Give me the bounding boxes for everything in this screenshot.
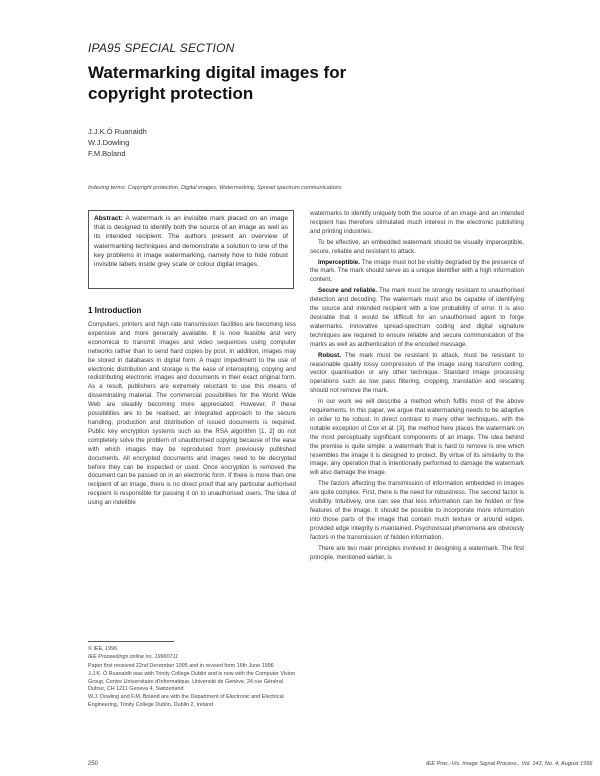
body-paragraph: In our work we will describe a method which fulfils most of the above requirements. In this paper, we argue that watermarking needs to be adaptive in order to be robust. In direct contrast to many other techniques, with the notable exception of Cox et al. [3], the method here places the watermark on the most perceptually significant components of an image. The idea behind the premise is quite simple: a watermark that is hard to remove is one which resembles the image it is designed to protect. By virtue of its similarity to the image, any operation that is intentionally performed to damage the watermark will also damage the image. [310, 398, 524, 477]
abstract [94, 214, 288, 269]
requirement-text: The image must not be visibly degraded by the presence of the mark. The mark should serve as a unique identifier with a high information content. [310, 258, 525, 284]
body-paragraph: The factors affecting the transmission of information embedded in images are quite complex. First, there is the need for robustness. The second factor is visibility. Intuitively, one can see that less information can be hidden or fine features of the image. It should be possible to incorporate more information into those parts of the image that contain much texture or around edges, provided edge integrity is maintained. Psychovisual phenomena are obviously factors in the transmission of hidden information. [310, 480, 524, 541]
page-number: 250 [88, 761, 99, 767]
footnote: Paper first received 22nd December 1995 and in revised form 16th June 1996 [88, 662, 274, 669]
body-paragraph: Computers, printers and high rate transmission facilities are becoming less expensive and more generally available. It is now feasible and very economical to transmit images and video sequences using computer networks rather than to send hard copies by post. In addition, images may be stored in databases in digital form. A major impediment to the use of electronic distribution and storage is the ease of intercepting, copying and redistributing electronic images and documents in their exact original form. As a result, publishers are extremely reluctant to use this means of disseminating material. The commercial possibilities for the World Wide Web are steadily becoming more appreciated. However, if these possibilities are to be realised, an integrated approach to the secure handling, production and distribution of issued documents is required. Public key encryption systems such as the RSA algorithm [1, 2] do not completely solve the problem of unauthorised copying because of the ease with which images may be reproduced from previously published documents. All encrypted documents and images need to be decrypted before they can be inspected or used. Once encryption is removed the document can be passed on in an electronic form. If there is more than one recipient of an image, there is no direct proof that any particular authorised recipient is responsible for passing it on to unauthorised users. The idea of using an indelible [88, 321, 296, 507]
requirement-text: The mark must be resistant to attack, must be resistant to reasonable quality lossy compression of the image using transform coding, vector quantisation or any other technique. Standard image processing operations such as low pass filtering, cropping, translation and rescaling should not remove the mark. [310, 351, 524, 395]
journal-reference: IEE Proc.-Vis. Image Signal Process., Vol. 143, No. 4, August 1996 [426, 761, 593, 767]
requirement-text: The mark must be strongly resistant to unauthorised detection and decoding. The watermark must also be capable of identifying the source and intended recipient with a low probability of error. It is also desirable that it would be difficult for an unauthorised agent to forge watermarks. Innovative spread-spectrum coding and digital signature techniques are required to ensure reliable and secure communication of the marks as well as authentication of the encoded message. [310, 287, 525, 348]
body-paragraph: There are two main principles involved in designing a watermark. The first principle, mentioned earlier, is [310, 544, 524, 561]
body-paragraph: watermarks to identify uniquely both the source of an image and an intended recipient has therefore stimulated much interest in the electronic publishing and printing industries. [310, 210, 524, 235]
right-column-body [310, 210, 524, 564]
author-name: J.J.K.Ó Ruanaidh [88, 127, 147, 136]
footnotes [88, 646, 296, 710]
body-paragraph: To be effective, an embedded watermark should be visually imperceptible, secure, reliable and resistant to attack. [310, 238, 524, 255]
author-name: W.J.Dowling [88, 138, 130, 147]
requirement-term: Robust. [318, 351, 342, 359]
author-name: F.M.Boland [88, 149, 126, 158]
article-title: Watermarking digital images for copyright protection [88, 63, 347, 103]
section-header: IPA95 SPECIAL SECTION [88, 41, 235, 55]
requirement-term: Imperceptible. [318, 258, 360, 266]
requirement-robust [310, 352, 524, 397]
footnote: © IEE, 1996 [88, 646, 118, 652]
indexing-terms: Indexing terms: Copyright protection, Digital images, Watermarking, Spread spectrum communications [88, 185, 342, 191]
abstract-body: A watermark is an invisible mark placed on an image that is designed to identify both the source of an image as well as its intended recipient. The authors present an overview of watermarking techniques and demonstrate a solution to one of the key problems in image watermarking, namely how to hide robust invisible labels inside grey scale or colour digital images. [94, 215, 289, 269]
requirement-secure [310, 287, 524, 349]
abstract-label: Abstract: [94, 215, 123, 222]
requirement-term: Secure and reliable. [318, 287, 378, 295]
footnote: IEE Proceedings online no. 19960711 [88, 654, 179, 661]
section-heading-introduction: 1 Introduction [88, 306, 142, 315]
footnote: J.J.K. Ó Ruanaidh was with Trinity College Dublin and is now with the Computer Vision Group, Centre Universitaire d'Informatique, Université de Genève, 24 rue Général Dufour, CH 1211 Geneva 4, Switzerland [88, 671, 295, 693]
author-list [88, 126, 147, 159]
footnote: W.J. Dowling and F.M. Boland are with the Department of Electronic and Electrical Engineering, Trinity College Dublin, Dublin 2, Ireland [88, 694, 284, 708]
footnote-divider [88, 641, 174, 642]
left-column-body [88, 321, 296, 510]
requirement-imperceptible [310, 259, 524, 286]
